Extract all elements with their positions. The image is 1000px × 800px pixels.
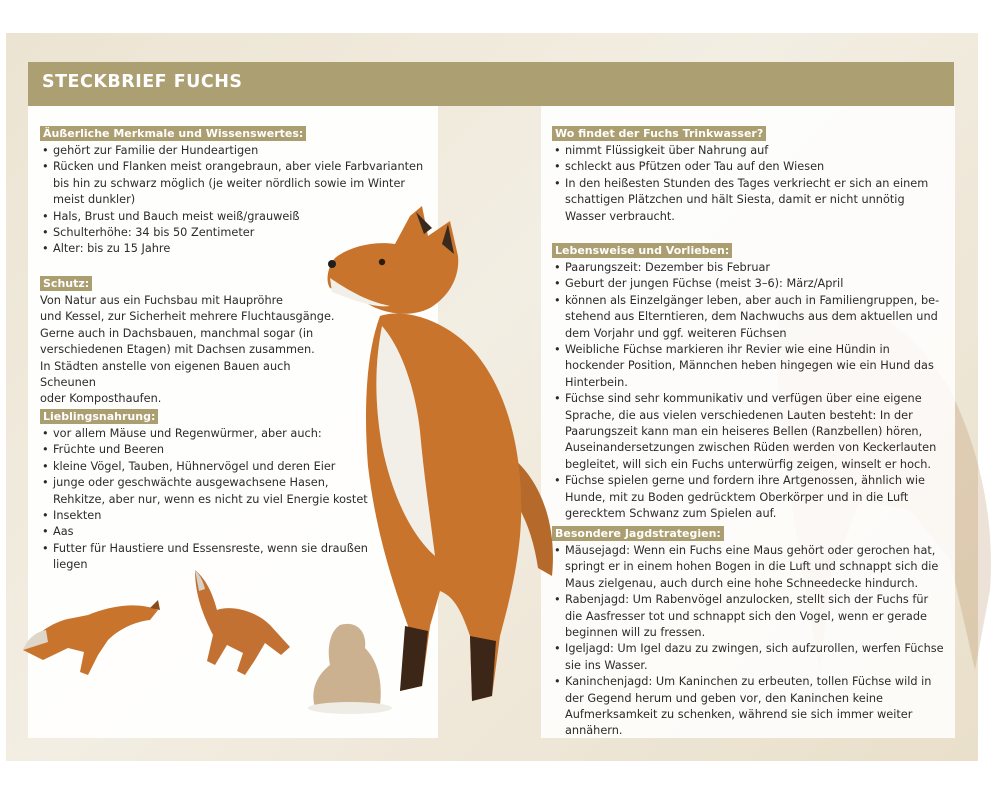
title-banner: [28, 62, 954, 106]
list-item: • Aas: [40, 524, 380, 540]
text-line: oder Komposthaufen.: [40, 392, 162, 406]
list-item: • Weibliche Füchse markieren ihr Revier wie eine Hündin in hockender Position, Männchen heben hingegen wie ein Hund das Hinterbein.: [552, 342, 947, 391]
list-item: • Alter: bis zu 15 Jahre: [40, 241, 435, 257]
section-heading: Besondere Jagdstrategien:: [552, 526, 724, 541]
section-lebensweise: [552, 243, 947, 523]
list-item: • Insekten: [40, 508, 380, 524]
list-item: • kleine Vögel, Tauben, Hühnervögel und deren Eier: [40, 459, 380, 475]
red-fox-illustration: [320, 196, 560, 716]
list-item: • Igeljagd: Um Igel dazu zu zwingen, sich aufzurollen, werfen Füchse sie ins Wasser.: [552, 641, 947, 674]
wasser-list: [552, 143, 947, 225]
text-line: Gerne auch in Dachsbauen, manchmal sogar (in: [40, 326, 314, 340]
list-item: • Rabenjagd: Um Rabenvögel anzulocken, stellt sich der Fuchs für die Aasfresser tot und schnappt sich den Vogel, wenn er gerade beginnen will zu fressen.: [552, 592, 947, 641]
lebensweise-list: [552, 260, 947, 523]
list-item: • Geburt der jungen Füchse (meist 3–6): März/April: [552, 276, 947, 292]
section-jagd: [552, 526, 947, 740]
list-item: • Futter für Haustiere und Essensreste, wenn sie draußen liegen: [40, 541, 380, 574]
page-title: STECKBRIEF FUCHS: [42, 72, 243, 92]
list-item: • Schulterhöhe: 34 bis 50 Zentimeter: [40, 225, 435, 241]
jumping-fox-illustration: [18, 580, 168, 680]
section-heading: Äußerliche Merkmale und Wissenswertes:: [40, 126, 306, 141]
list-item: • Mäusejagd: Wenn ein Fuchs eine Maus gehört oder gerochen hat, springt er in einem hohen Bogen in die Luft und schnappt sich die Maus zielgenau, auch durch eine hohe Schneedecke hindurch.: [552, 543, 947, 592]
text-line: und Kessel, zur Sicherheit mehrere Fluchtausgänge.: [40, 310, 335, 324]
list-item: • Früchte und Beeren: [40, 442, 380, 458]
list-item: • Füchse spielen gerne und fordern ihre Artgenossen, ähnlich wie Hunde, mit zu Boden gedrücktem Oberkörper und in die Luft gerecktem Schwanz zum Spielen auf.: [552, 473, 947, 522]
section-heading: Schutz:: [40, 276, 92, 291]
list-item: • Hals, Brust und Bauch meist weiß/grauweiß: [40, 209, 435, 225]
text-line: In Städten anstelle von eigenen Bauen auch Scheunen: [40, 359, 291, 390]
list-item: • Paarungszeit: Dezember bis Februar: [552, 260, 947, 276]
jagd-list: [552, 543, 947, 740]
list-item: • vor allem Mäuse und Regenwürmer, aber auch:: [40, 426, 380, 442]
text-line: Von Natur aus ein Fuchsbau mit Haupröhre: [40, 294, 283, 307]
list-item: • können als Einzelgänger leben, aber auch in Familiengruppen, bestehend aus Elterntieren, dem Nachwuchs aus dem aktuellen und dem Vorjahr und ggf. weiteren Füchsen: [552, 293, 947, 342]
list-item: • Füchse sind sehr kommunikativ und verfügen über eine eigene Sprache, die aus vielen verschiedenen Lauten besteht: In der Paarungszeit kann man ein heiseres Bellen (Ranzbellen) hören, Auseinandersetzungen zwischen Rüden werden von Keckerlauten begleitet, will sich ein Fuchs unterwürfig zeigen, winselt er hoch.: [552, 391, 947, 473]
section-wasser: [552, 126, 947, 225]
section-heading: Lieblingsnahrung:: [40, 409, 158, 424]
section-schutz: [40, 276, 340, 408]
list-item: • gehört zur Familie der Hundeartigen: [40, 143, 435, 159]
list-item: • nimmt Flüssigkeit über Nahrung auf: [552, 143, 947, 159]
list-item: • Kaninchenjagd: Um Kaninchen zu erbeuten, tollen Füchse wild in der Gegend herum und geben vor, den Kaninchen keine Aufmerksamkeit zu schenken, während sie sich immer weiter annähern.: [552, 674, 947, 740]
pouncing-fox-illustration: [185, 565, 295, 680]
text-line: verschiedenen Etagen) mit Dachsen zusammen.: [40, 343, 315, 357]
list-item: • Rücken und Flanken meist orangebraun, aber viele Farbvarianten bis hin zu schwarz möglich (je weiter nördlich sowie im Winter meist dunkler): [40, 159, 435, 208]
list-item: • schleckt aus Pfützen oder Tau auf den Wiesen: [552, 159, 947, 175]
list-item: • In den heißesten Stunden des Tages verkriecht er sich an einem schattigen Plätzchen und hält Siesta, damit er nicht unnötig Wasser verbraucht.: [552, 176, 947, 225]
section-heading: Wo findet der Fuchs Trinkwasser?: [552, 126, 766, 141]
section-heading: Lebensweise und Vorlieben:: [552, 243, 732, 258]
list-item: • junge oder geschwächte ausgewachsene Hasen, Rehkitze, aber nur, wenn es nicht zu viel Energie kostet: [40, 475, 380, 508]
